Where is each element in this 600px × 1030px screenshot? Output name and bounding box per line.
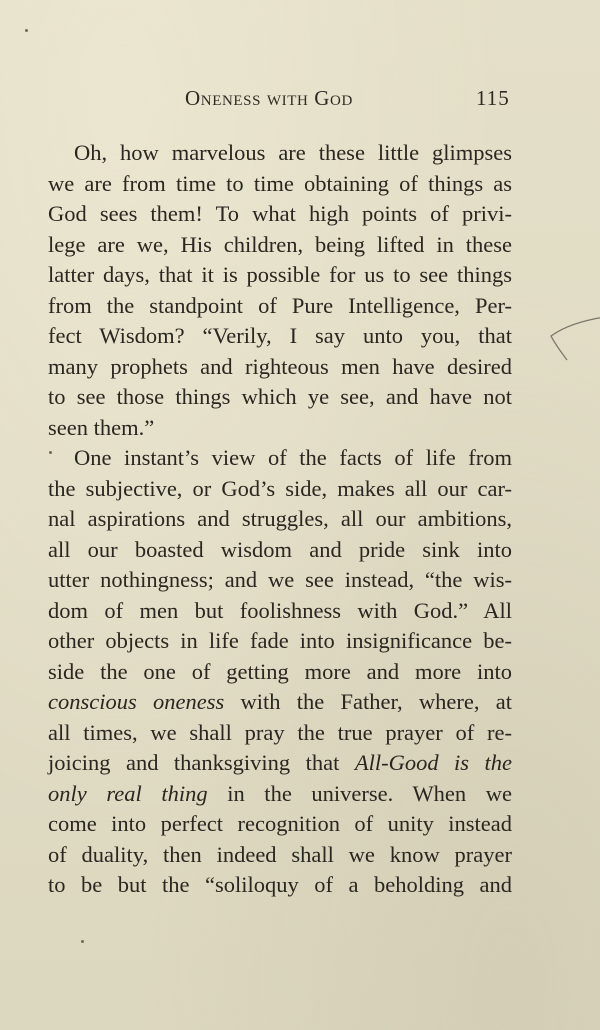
text-segment: the subjective, or God’s side, makes all our car- bbox=[48, 475, 512, 501]
text-line bbox=[48, 321, 512, 352]
text-line bbox=[48, 413, 512, 444]
text-segment: come into perfect recognition of unity instead bbox=[48, 811, 512, 836]
text-segment: lege are we, His children, being lifted in these bbox=[48, 231, 512, 257]
text-segment: many prophets and righteous men have desired bbox=[48, 353, 512, 379]
text-segment: in the universe. When we bbox=[207, 780, 513, 806]
text-line bbox=[48, 260, 512, 291]
text-segment: of duality, then indeed shall we know prayer bbox=[48, 841, 512, 867]
text-line bbox=[48, 230, 512, 261]
text-line bbox=[48, 565, 512, 596]
text-segment: other objects in life fade into insignificance be- bbox=[48, 628, 512, 653]
text-segment: seen them.” bbox=[48, 414, 155, 440]
text-line bbox=[48, 657, 512, 688]
text-segment: from the standpoint of Pure Intelligence, Per- bbox=[48, 292, 512, 318]
text-line bbox=[48, 870, 512, 901]
text-segment: latter days, that it is possible for us to see things bbox=[48, 262, 512, 287]
text-segment: One instant’s view of the facts of life from bbox=[74, 445, 512, 470]
text-segment: side the one of getting more and more into bbox=[48, 658, 512, 684]
text-segment: to see those things which ye see, and have not bbox=[48, 384, 512, 409]
text-line bbox=[48, 352, 512, 383]
text-line bbox=[48, 504, 512, 535]
text-line bbox=[48, 718, 512, 749]
text-line bbox=[48, 169, 512, 200]
text-segment: joicing and thanksgiving that bbox=[48, 750, 355, 775]
running-head bbox=[0, 86, 600, 116]
text-segment: God sees them! To what high points of privi- bbox=[48, 201, 512, 226]
text-segment: fect Wisdom? “Verily, I say unto you, that bbox=[48, 323, 512, 348]
text-line bbox=[48, 779, 512, 810]
text-segment: we are from time to time obtaining of things as bbox=[48, 170, 512, 196]
text-line bbox=[48, 474, 512, 505]
text-line bbox=[48, 596, 512, 627]
text-line bbox=[48, 748, 512, 779]
text-line bbox=[48, 138, 512, 169]
text-line bbox=[48, 535, 512, 566]
page-number: 115 bbox=[476, 86, 510, 110]
text-line bbox=[48, 809, 512, 840]
scan-speck bbox=[81, 940, 84, 943]
text-segment: dom of men but foolishness with God.” All bbox=[48, 597, 512, 623]
italic-text: only real thing bbox=[48, 780, 208, 806]
scan-speck bbox=[25, 29, 28, 32]
text-segment: with the Father, where, at bbox=[224, 689, 512, 714]
text-segment: Oh, how marvelous are these little glimpses bbox=[74, 140, 512, 165]
scan-speck bbox=[49, 451, 52, 454]
italic-text: All-Good is the bbox=[354, 750, 512, 775]
text-segment: nal aspirations and struggles, all our ambitions, bbox=[48, 506, 512, 531]
text-segment: utter nothingness; and we see instead, “the wis- bbox=[48, 567, 512, 592]
pencil-mark bbox=[545, 312, 600, 382]
text-segment: to be but the “soliloquy of a beholding and bbox=[48, 872, 512, 897]
text-line bbox=[48, 382, 512, 413]
text-line bbox=[48, 626, 512, 657]
text-segment: all our boasted wisdom and pride sink into bbox=[48, 536, 512, 562]
text-line bbox=[48, 291, 512, 322]
body-text bbox=[48, 138, 512, 901]
text-segment: all times, we shall pray the true prayer of re- bbox=[48, 719, 512, 745]
text-line bbox=[48, 443, 512, 474]
running-title: Oneness with God bbox=[185, 86, 353, 110]
italic-text: conscious oneness bbox=[48, 689, 225, 714]
text-line bbox=[48, 840, 512, 871]
text-line bbox=[48, 199, 512, 230]
text-line bbox=[48, 687, 512, 718]
